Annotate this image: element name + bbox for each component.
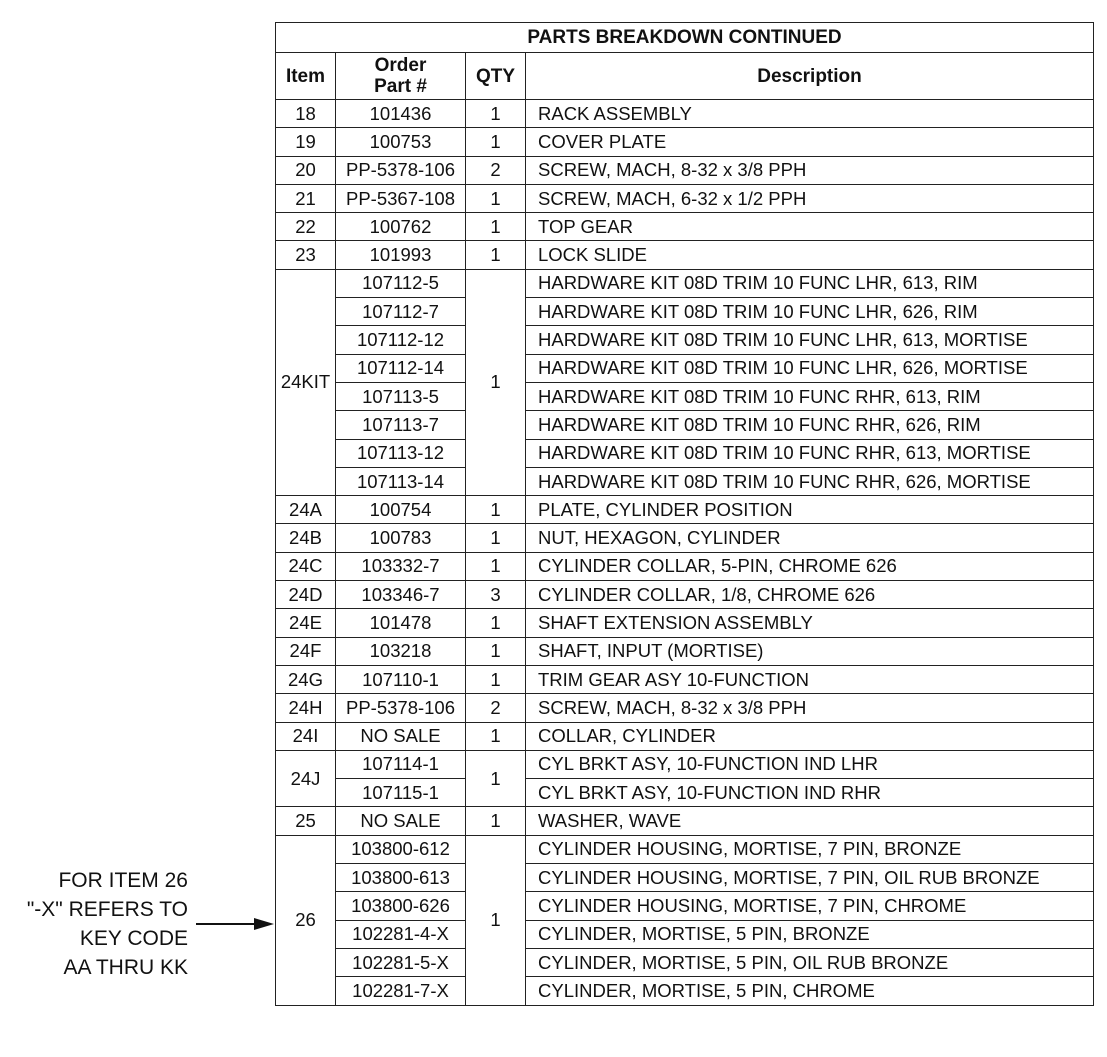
order-part-cell: 107112-5: [336, 269, 466, 297]
description-cell: PLATE, CYLINDER POSITION: [526, 496, 1094, 524]
item-number-cell: 22: [276, 213, 336, 241]
description-cell: TRIM GEAR ASY 10-FUNCTION: [526, 665, 1094, 693]
order-part-cell: 107113-7: [336, 411, 466, 439]
description-cell: HARDWARE KIT 08D TRIM 10 FUNC LHR, 613, MORTISE: [526, 326, 1094, 354]
description-cell: HARDWARE KIT 08D TRIM 10 FUNC LHR, 626, MORTISE: [526, 354, 1094, 382]
table-row: [276, 948, 1094, 976]
order-part-cell: 103346-7: [336, 581, 466, 609]
order-part-cell: 101436: [336, 100, 466, 128]
item-number-cell: 24I: [276, 722, 336, 750]
table-row: [276, 581, 1094, 609]
order-part-cell: 103800-626: [336, 892, 466, 920]
table-row: [276, 467, 1094, 495]
table-row: [276, 269, 1094, 297]
description-cell: HARDWARE KIT 08D TRIM 10 FUNC RHR, 613, MORTISE: [526, 439, 1094, 467]
table-row: [276, 977, 1094, 1005]
description-cell: COVER PLATE: [526, 128, 1094, 156]
description-cell: LOCK SLIDE: [526, 241, 1094, 269]
order-part-cell: 107115-1: [336, 779, 466, 807]
order-part-cell: 107114-1: [336, 750, 466, 778]
description-cell: TOP GEAR: [526, 213, 1094, 241]
order-part-line2: Part #: [374, 76, 427, 97]
description-cell: HARDWARE KIT 08D TRIM 10 FUNC LHR, 626, RIM: [526, 298, 1094, 326]
qty-cell: 1: [466, 100, 526, 128]
description-cell: SCREW, MACH, 6-32 x 1/2 PPH: [526, 184, 1094, 212]
order-part-cell: 107110-1: [336, 665, 466, 693]
item-number-cell: 26: [276, 835, 336, 1005]
qty-cell: 1: [466, 269, 526, 495]
table-row: [276, 524, 1094, 552]
table-row: [276, 439, 1094, 467]
order-part-cell: 100754: [336, 496, 466, 524]
description-cell: HARDWARE KIT 08D TRIM 10 FUNC RHR, 613, RIM: [526, 382, 1094, 410]
table-title: PARTS BREAKDOWN CONTINUED: [276, 23, 1094, 53]
table-row: [276, 156, 1094, 184]
qty-cell: 1: [466, 750, 526, 807]
column-header-qty: QTY: [466, 53, 526, 100]
table-row: [276, 694, 1094, 722]
description-cell: CYLINDER COLLAR, 1/8, CHROME 626: [526, 581, 1094, 609]
table-row: [276, 128, 1094, 156]
qty-cell: 1: [466, 184, 526, 212]
table-row: [276, 496, 1094, 524]
order-part-cell: NO SALE: [336, 722, 466, 750]
parts-breakdown-table: [275, 22, 1094, 1006]
table-row: [276, 552, 1094, 580]
description-cell: CYLINDER COLLAR, 5-PIN, CHROME 626: [526, 552, 1094, 580]
qty-cell: 1: [466, 807, 526, 835]
table-row: [276, 920, 1094, 948]
table-row: [276, 184, 1094, 212]
qty-cell: 2: [466, 156, 526, 184]
qty-cell: 1: [466, 496, 526, 524]
description-cell: NUT, HEXAGON, CYLINDER: [526, 524, 1094, 552]
order-part-cell: NO SALE: [336, 807, 466, 835]
order-part-cell: PP-5378-106: [336, 694, 466, 722]
description-cell: COLLAR, CYLINDER: [526, 722, 1094, 750]
table-row: [276, 354, 1094, 382]
table-row: [276, 892, 1094, 920]
qty-cell: 1: [466, 128, 526, 156]
table-row: [276, 864, 1094, 892]
qty-cell: 1: [466, 722, 526, 750]
description-cell: CYLINDER HOUSING, MORTISE, 7 PIN, CHROME: [526, 892, 1094, 920]
column-header-order-part: [336, 53, 466, 100]
order-part-cell: 107113-12: [336, 439, 466, 467]
description-cell: HARDWARE KIT 08D TRIM 10 FUNC RHR, 626, MORTISE: [526, 467, 1094, 495]
qty-cell: 1: [466, 637, 526, 665]
qty-cell: 1: [466, 665, 526, 693]
item-number-cell: 24F: [276, 637, 336, 665]
order-part-cell: PP-5367-108: [336, 184, 466, 212]
qty-cell: 1: [466, 241, 526, 269]
item-number-cell: 21: [276, 184, 336, 212]
order-part-cell: 107113-5: [336, 382, 466, 410]
arrow-icon: [196, 914, 276, 934]
item-number-cell: 24G: [276, 665, 336, 693]
description-cell: CYL BRKT ASY, 10-FUNCTION IND RHR: [526, 779, 1094, 807]
order-part-cell: 101478: [336, 609, 466, 637]
order-part-cell: 102281-7-X: [336, 977, 466, 1005]
order-part-cell: 107112-14: [336, 354, 466, 382]
item-number-cell: 24H: [276, 694, 336, 722]
qty-cell: 1: [466, 552, 526, 580]
item-number-cell: 24A: [276, 496, 336, 524]
table-row: [276, 835, 1094, 863]
qty-cell: 1: [466, 213, 526, 241]
item-number-cell: 25: [276, 807, 336, 835]
item-number-cell: 24D: [276, 581, 336, 609]
column-header-description: Description: [526, 53, 1094, 100]
description-cell: CYLINDER, MORTISE, 5 PIN, OIL RUB BRONZE: [526, 948, 1094, 976]
description-cell: CYLINDER HOUSING, MORTISE, 7 PIN, OIL RUB BRONZE: [526, 864, 1094, 892]
item-number-cell: 24J: [276, 750, 336, 807]
qty-cell: 1: [466, 524, 526, 552]
qty-cell: 1: [466, 609, 526, 637]
note-line: "-X" REFERS TO: [26, 898, 188, 921]
order-part-cell: 103332-7: [336, 552, 466, 580]
item-number-cell: 24B: [276, 524, 336, 552]
order-part-cell: 100753: [336, 128, 466, 156]
order-part-cell: 102281-4-X: [336, 920, 466, 948]
description-cell: WASHER, WAVE: [526, 807, 1094, 835]
item-number-cell: 18: [276, 100, 336, 128]
order-part-cell: PP-5378-106: [336, 156, 466, 184]
order-part-cell: 103218: [336, 637, 466, 665]
item-number-cell: 20: [276, 156, 336, 184]
key-code-note: [0, 866, 188, 982]
table-row: [276, 298, 1094, 326]
table-row: [276, 326, 1094, 354]
qty-cell: 3: [466, 581, 526, 609]
table-row: [276, 411, 1094, 439]
description-cell: HARDWARE KIT 08D TRIM 10 FUNC LHR, 613, RIM: [526, 269, 1094, 297]
item-number-cell: 19: [276, 128, 336, 156]
table-row: [276, 382, 1094, 410]
item-number-cell: 24KIT: [276, 269, 336, 495]
description-cell: CYLINDER, MORTISE, 5 PIN, CHROME: [526, 977, 1094, 1005]
qty-cell: 1: [466, 835, 526, 1005]
table-row: [276, 609, 1094, 637]
table-row: [276, 665, 1094, 693]
table-row: [276, 100, 1094, 128]
order-part-cell: 100783: [336, 524, 466, 552]
table-row: [276, 213, 1094, 241]
order-part-cell: 101993: [336, 241, 466, 269]
description-cell: CYLINDER HOUSING, MORTISE, 7 PIN, BRONZE: [526, 835, 1094, 863]
order-part-cell: 102281-5-X: [336, 948, 466, 976]
order-part-cell: 107112-12: [336, 326, 466, 354]
description-cell: SHAFT EXTENSION ASSEMBLY: [526, 609, 1094, 637]
item-number-cell: 24C: [276, 552, 336, 580]
order-part-cell: 103800-613: [336, 864, 466, 892]
note-line: FOR ITEM 26: [58, 869, 188, 892]
parts-table-body: [276, 100, 1094, 1006]
order-part-cell: 103800-612: [336, 835, 466, 863]
order-part-cell: 100762: [336, 213, 466, 241]
table-row: [276, 750, 1094, 778]
order-part-cell: 107113-14: [336, 467, 466, 495]
description-cell: SCREW, MACH, 8-32 x 3/8 PPH: [526, 694, 1094, 722]
table-row: [276, 807, 1094, 835]
table-row: [276, 637, 1094, 665]
description-cell: RACK ASSEMBLY: [526, 100, 1094, 128]
qty-cell: 2: [466, 694, 526, 722]
item-number-cell: 23: [276, 241, 336, 269]
description-cell: SHAFT, INPUT (MORTISE): [526, 637, 1094, 665]
table-row: [276, 779, 1094, 807]
table-row: [276, 722, 1094, 750]
description-cell: SCREW, MACH, 8-32 x 3/8 PPH: [526, 156, 1094, 184]
order-part-line1: Order: [374, 55, 427, 76]
column-header-item: Item: [276, 53, 336, 100]
note-line: KEY CODE: [79, 927, 188, 950]
description-cell: CYLINDER, MORTISE, 5 PIN, BRONZE: [526, 920, 1094, 948]
description-cell: CYL BRKT ASY, 10-FUNCTION IND LHR: [526, 750, 1094, 778]
description-cell: HARDWARE KIT 08D TRIM 10 FUNC RHR, 626, RIM: [526, 411, 1094, 439]
note-line: AA THRU KK: [63, 956, 188, 979]
order-part-cell: 107112-7: [336, 298, 466, 326]
table-row: [276, 241, 1094, 269]
item-number-cell: 24E: [276, 609, 336, 637]
